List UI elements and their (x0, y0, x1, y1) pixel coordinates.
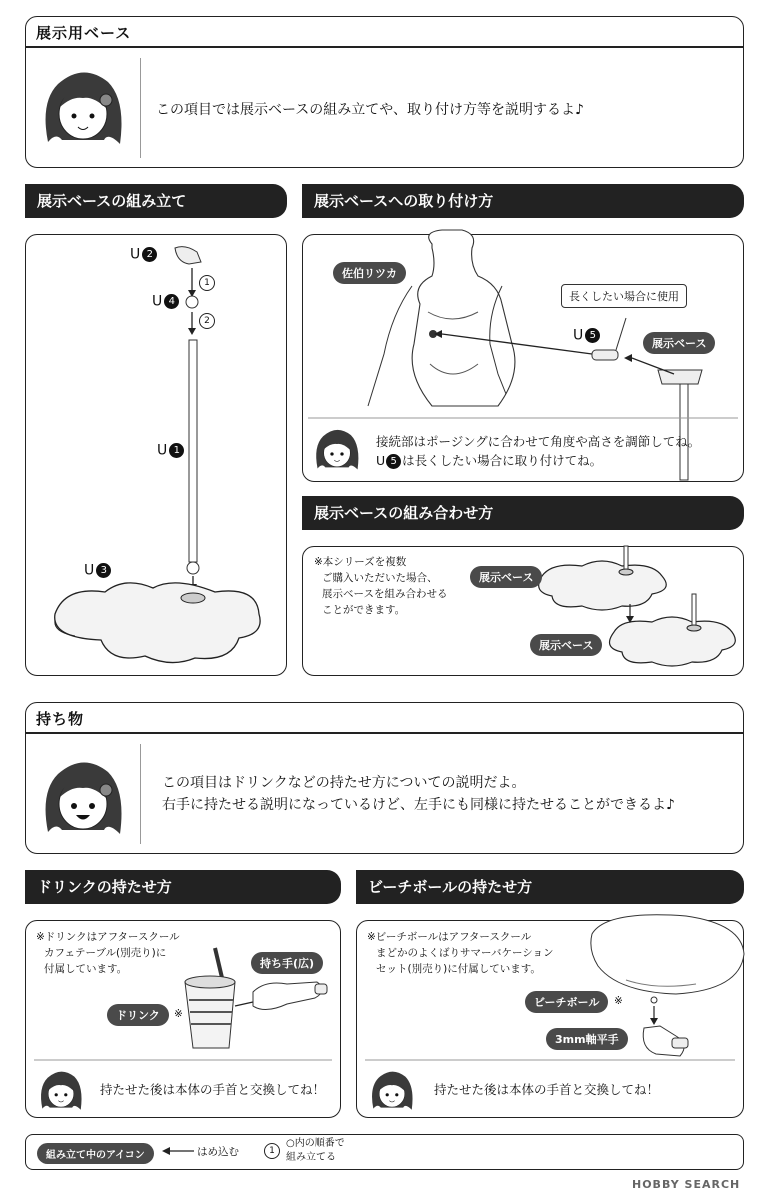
part-u2-label: U 2 (130, 247, 157, 262)
drink-note-1: ※ドリンクはアフタースクール (36, 931, 180, 943)
combine-note-2: ご購入いただいた場合、 (322, 572, 438, 584)
drink-hand-chip: 持ち手(広) (251, 952, 323, 974)
divider-vertical (140, 744, 141, 844)
assembly-diagram (25, 234, 287, 676)
held-items-intro-line-2: 右手に持たせる説明になっているけど、左手にも同様に持たせることができるよ♪ (162, 797, 675, 813)
ball-chip: ビーチボール (525, 991, 608, 1013)
drink-tip: 持たせた後は本体の手首と交換してね！ (100, 1082, 326, 1097)
part-u4-label: U 4 (152, 294, 179, 309)
combine-header: 展示ベースの組み合わせ方 (302, 496, 744, 530)
divider-vertical (140, 58, 141, 158)
display-base-intro-text: この項目では展示ベースの組み立てや、取り付け方等を説明するよ♪ (156, 102, 584, 118)
assembly-header: 展示ベースの組み立て (25, 184, 287, 218)
combine-base-chip-1: 展示ベース (470, 566, 542, 588)
mascot-face-small-1 (312, 424, 362, 474)
attach-base-chip: 展示ベース (643, 332, 715, 354)
held-items-title: 持ち物 (36, 710, 85, 728)
held-items-intro-line-1: この項目はドリンクなどの持たせ方についての説明だよ。 (162, 775, 526, 791)
drink-asterisk: ※ (174, 1008, 183, 1020)
mascot-face-small-2 (37, 1066, 85, 1114)
part-u1-label: U 1 (157, 443, 184, 458)
mascot-face-2 (38, 752, 128, 842)
longer-note-callout: 長くしたい場合に使用 (561, 284, 687, 308)
legend-order-text-2: 組み立てる (286, 1152, 336, 1163)
combine-note-3: 展示ベースを組み合わせる (322, 588, 448, 600)
attach-tip-line-1: 接続部はポージングに合わせて角度や高さを調節してね。 (376, 434, 701, 449)
step-2-badge: 2 (199, 313, 215, 329)
ball-asterisk: ※ (614, 995, 623, 1007)
watermark: HOBBY SEARCH (632, 1178, 741, 1191)
legend-order-badge: 1 (264, 1143, 280, 1159)
combine-note-1: ※本シリーズを複数 (314, 556, 407, 568)
combine-base-chip-2: 展示ベース (530, 634, 602, 656)
ball-note-1: ※ビーチボールはアフタースクール (367, 931, 532, 943)
mascot-face-small-3 (368, 1066, 416, 1114)
drink-note-3: 付属しています。 (44, 963, 128, 975)
ball-hand-chip: 3mm軸平手 (546, 1028, 628, 1050)
part-u5-label: U 5 (573, 328, 600, 343)
drink-header: ドリンクの持たせ方 (25, 870, 341, 904)
ball-note-2: まどかのよくばりサマーバケーション (376, 947, 554, 959)
step-1-badge: 1 (199, 275, 215, 291)
divider (25, 46, 744, 48)
mascot-face-1 (38, 62, 128, 152)
part-u3-label: U 3 (84, 563, 111, 578)
legend-order-text-1: ○内の順番で (286, 1138, 345, 1149)
ball-header: ビーチボールの持たせ方 (356, 870, 744, 904)
attach-tip-line-2: U 5 は長くしたい場合に取り付けてね。 (376, 453, 603, 468)
display-base-title: 展示用ベース (36, 24, 132, 42)
ball-tip: 持たせた後は本体の手首と交換してね！ (434, 1082, 660, 1097)
legend-icon-chip: 組み立て中のアイコン (37, 1143, 154, 1164)
legend-insert-text: はめ込む (197, 1146, 239, 1158)
attach-header: 展示ベースへの取り付け方 (302, 184, 744, 218)
drink-note-2: カフェテーブル(別売り)に (44, 947, 167, 959)
drink-chip: ドリンク (107, 1004, 169, 1026)
figure-name-chip: 佐伯リツカ (333, 262, 406, 284)
combine-note-4: ことができます。 (322, 604, 406, 616)
insert-arrow-icon (162, 1146, 194, 1156)
ball-note-3: セット(別売り)に付属しています。 (376, 963, 541, 975)
display-base-intro-box (25, 16, 744, 168)
divider (25, 732, 744, 734)
